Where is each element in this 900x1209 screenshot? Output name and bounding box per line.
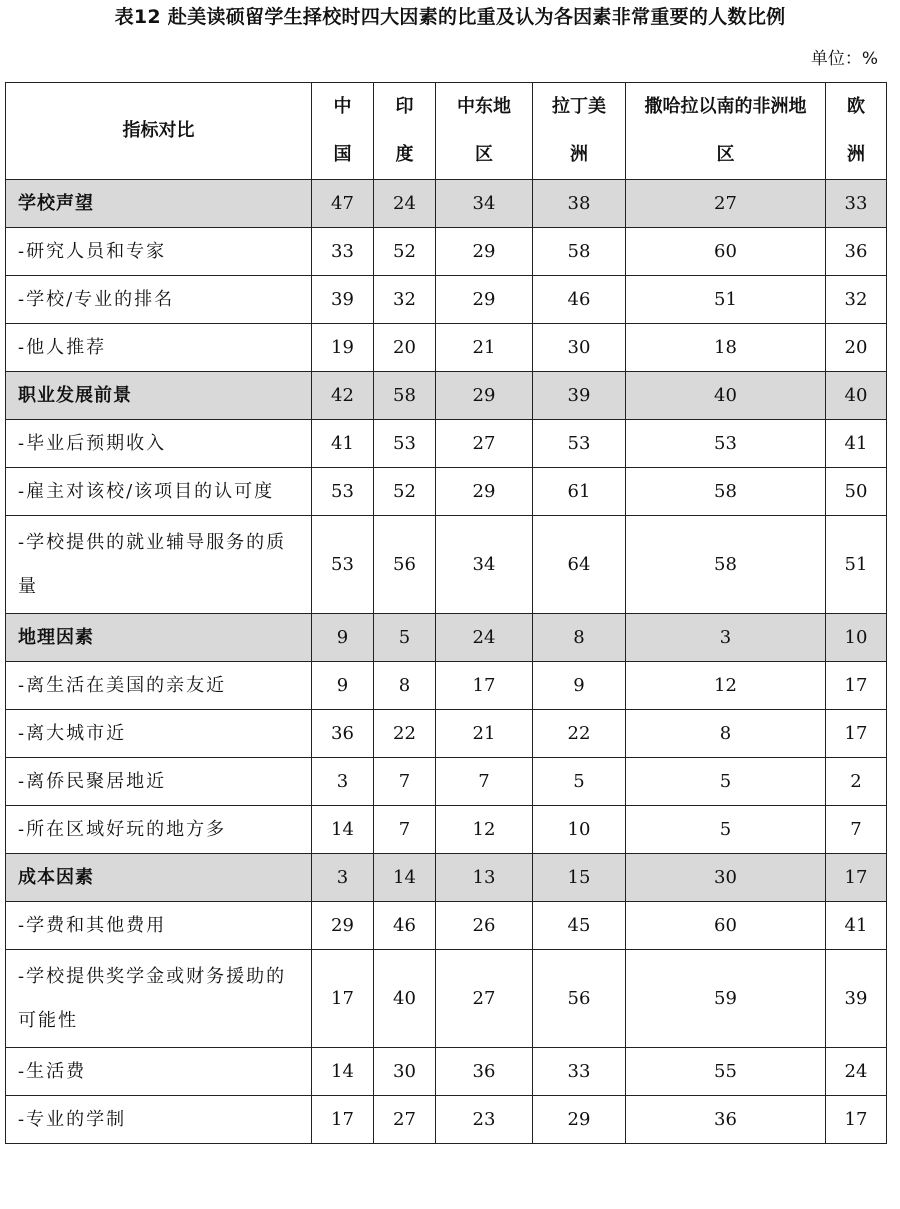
cell-middle-east: 29 [436, 468, 533, 516]
cell-china: 33 [312, 228, 374, 276]
cell-china: 17 [312, 950, 374, 1048]
cell-europe: 41 [826, 902, 887, 950]
cell-europe: 17 [826, 662, 887, 710]
cell-sub-saharan-africa: 5 [626, 806, 826, 854]
cell-china: 53 [312, 468, 374, 516]
cell-sub-saharan-africa: 53 [626, 420, 826, 468]
cell-middle-east: 26 [436, 902, 533, 950]
row-label: -离侨民聚居地近 [6, 758, 312, 806]
cell-latin-america: 39 [533, 372, 626, 420]
cell-china: 3 [312, 854, 374, 902]
cell-latin-america: 29 [533, 1096, 626, 1144]
cell-india: 52 [374, 468, 436, 516]
unit-label: 单位：% [810, 49, 878, 69]
cell-europe: 17 [826, 710, 887, 758]
cell-sub-saharan-africa: 40 [626, 372, 826, 420]
table-row [6, 758, 887, 806]
cell-sub-saharan-africa: 5 [626, 758, 826, 806]
cell-europe: 36 [826, 228, 887, 276]
header-middle-east [436, 83, 533, 180]
table-row [6, 806, 887, 854]
table-row-section [6, 854, 887, 902]
cell-latin-america: 22 [533, 710, 626, 758]
cell-middle-east: 27 [436, 420, 533, 468]
cell-latin-america: 5 [533, 758, 626, 806]
cell-middle-east: 21 [436, 710, 533, 758]
cell-sub-saharan-africa: 59 [626, 950, 826, 1048]
table-row [6, 902, 887, 950]
cell-india: 58 [374, 372, 436, 420]
cell-europe: 10 [826, 614, 887, 662]
table-row [6, 1096, 887, 1144]
table-title: 表12 赴美读硕留学生择校时四大因素的比重及认为各因素非常重要的人数比例 [114, 6, 786, 28]
cell-middle-east: 36 [436, 1048, 533, 1096]
row-label: -学校提供的就业辅导服务的质量 [6, 516, 312, 614]
cell-europe: 20 [826, 324, 887, 372]
cell-europe: 41 [826, 420, 887, 468]
row-label: -毕业后预期收入 [6, 420, 312, 468]
cell-latin-america: 64 [533, 516, 626, 614]
cell-middle-east: 29 [436, 228, 533, 276]
cell-india: 14 [374, 854, 436, 902]
cell-middle-east: 29 [436, 372, 533, 420]
cell-europe: 51 [826, 516, 887, 614]
row-label: -专业的学制 [6, 1096, 312, 1144]
cell-europe: 40 [826, 372, 887, 420]
row-label: -研究人员和专家 [6, 228, 312, 276]
cell-latin-america: 46 [533, 276, 626, 324]
cell-middle-east: 24 [436, 614, 533, 662]
row-label: -雇主对该校/该项目的认可度 [6, 468, 312, 516]
cell-india: 46 [374, 902, 436, 950]
header-middle-east-text: 中东地区 [457, 96, 511, 165]
cell-sub-saharan-africa: 12 [626, 662, 826, 710]
cell-europe: 50 [826, 468, 887, 516]
row-label: -所在区域好玩的地方多 [6, 806, 312, 854]
cell-china: 3 [312, 758, 374, 806]
cell-india: 32 [374, 276, 436, 324]
cell-middle-east: 13 [436, 854, 533, 902]
cell-india: 8 [374, 662, 436, 710]
cell-sub-saharan-africa: 55 [626, 1048, 826, 1096]
cell-latin-america: 56 [533, 950, 626, 1048]
row-label: -离生活在美国的亲友近 [6, 662, 312, 710]
cell-china: 17 [312, 1096, 374, 1144]
cell-china: 14 [312, 1048, 374, 1096]
cell-china: 19 [312, 324, 374, 372]
header-china [312, 83, 374, 180]
cell-china: 14 [312, 806, 374, 854]
cell-sub-saharan-africa: 18 [626, 324, 826, 372]
cell-india: 27 [374, 1096, 436, 1144]
header-china-text: 中国 [333, 96, 352, 165]
cell-middle-east: 34 [436, 516, 533, 614]
cell-europe: 24 [826, 1048, 887, 1096]
cell-sub-saharan-africa: 30 [626, 854, 826, 902]
cell-china: 9 [312, 662, 374, 710]
table-row [6, 324, 887, 372]
cell-latin-america: 38 [533, 180, 626, 228]
cell-middle-east: 7 [436, 758, 533, 806]
cell-india: 5 [374, 614, 436, 662]
table-row [6, 420, 887, 468]
cell-latin-america: 53 [533, 420, 626, 468]
cell-sub-saharan-africa: 8 [626, 710, 826, 758]
cell-india: 53 [374, 420, 436, 468]
cell-latin-america: 15 [533, 854, 626, 902]
table-row [6, 950, 887, 1048]
header-metric: 指标对比 [6, 83, 312, 180]
row-label: -他人推荐 [6, 324, 312, 372]
cell-middle-east: 17 [436, 662, 533, 710]
table-row-section [6, 372, 887, 420]
cell-europe: 17 [826, 1096, 887, 1144]
cell-latin-america: 9 [533, 662, 626, 710]
table-row-section [6, 180, 887, 228]
header-europe [826, 83, 887, 180]
header-sub-saharan-africa [626, 83, 826, 180]
cell-india: 56 [374, 516, 436, 614]
cell-europe: 7 [826, 806, 887, 854]
row-label: 职业发展前景 [6, 372, 312, 420]
cell-sub-saharan-africa: 36 [626, 1096, 826, 1144]
row-label: -学校/专业的排名 [6, 276, 312, 324]
header-india [374, 83, 436, 180]
table-row [6, 662, 887, 710]
row-label: -学校提供奖学金或财务援助的可能性 [6, 950, 312, 1048]
cell-europe: 39 [826, 950, 887, 1048]
table-row-section [6, 614, 887, 662]
cell-india: 7 [374, 758, 436, 806]
cell-middle-east: 23 [436, 1096, 533, 1144]
cell-middle-east: 27 [436, 950, 533, 1048]
cell-sub-saharan-africa: 3 [626, 614, 826, 662]
cell-china: 36 [312, 710, 374, 758]
cell-europe: 33 [826, 180, 887, 228]
cell-india: 30 [374, 1048, 436, 1096]
cell-china: 39 [312, 276, 374, 324]
cell-china: 29 [312, 902, 374, 950]
cell-europe: 2 [826, 758, 887, 806]
row-label: 地理因素 [6, 614, 312, 662]
cell-india: 20 [374, 324, 436, 372]
row-label: 学校声望 [6, 180, 312, 228]
row-label: 成本因素 [6, 854, 312, 902]
cell-sub-saharan-africa: 58 [626, 468, 826, 516]
cell-china: 47 [312, 180, 374, 228]
cell-latin-america: 10 [533, 806, 626, 854]
table-row [6, 468, 887, 516]
cell-sub-saharan-africa: 60 [626, 228, 826, 276]
cell-china: 9 [312, 614, 374, 662]
cell-sub-saharan-africa: 60 [626, 902, 826, 950]
cell-sub-saharan-africa: 58 [626, 516, 826, 614]
cell-latin-america: 45 [533, 902, 626, 950]
cell-latin-america: 58 [533, 228, 626, 276]
cell-india: 24 [374, 180, 436, 228]
header-sub-saharan-africa-text: 撒哈拉以南的非洲地区 [644, 96, 807, 165]
cell-india: 52 [374, 228, 436, 276]
row-label: -生活费 [6, 1048, 312, 1096]
header-latin-america-text: 拉丁美洲 [552, 96, 606, 165]
cell-latin-america: 30 [533, 324, 626, 372]
cell-latin-america: 8 [533, 614, 626, 662]
cell-china: 41 [312, 420, 374, 468]
cell-india: 7 [374, 806, 436, 854]
cell-europe: 32 [826, 276, 887, 324]
header-europe-text: 欧洲 [847, 96, 865, 165]
cell-india: 22 [374, 710, 436, 758]
cell-middle-east: 29 [436, 276, 533, 324]
cell-middle-east: 34 [436, 180, 533, 228]
cell-sub-saharan-africa: 27 [626, 180, 826, 228]
table-row [6, 710, 887, 758]
cell-europe: 17 [826, 854, 887, 902]
data-table [5, 82, 887, 1144]
row-label: -学费和其他费用 [6, 902, 312, 950]
table-body [6, 180, 887, 1144]
cell-middle-east: 21 [436, 324, 533, 372]
cell-india: 40 [374, 950, 436, 1048]
table-row [6, 228, 887, 276]
cell-china: 42 [312, 372, 374, 420]
header-latin-america [533, 83, 626, 180]
cell-latin-america: 61 [533, 468, 626, 516]
table-row [6, 276, 887, 324]
cell-latin-america: 33 [533, 1048, 626, 1096]
table-row [6, 1048, 887, 1096]
table-row [6, 516, 887, 614]
row-label: -离大城市近 [6, 710, 312, 758]
cell-middle-east: 12 [436, 806, 533, 854]
header-india-text: 印度 [395, 96, 414, 165]
cell-china: 53 [312, 516, 374, 614]
cell-sub-saharan-africa: 51 [626, 276, 826, 324]
header-row [6, 83, 887, 180]
